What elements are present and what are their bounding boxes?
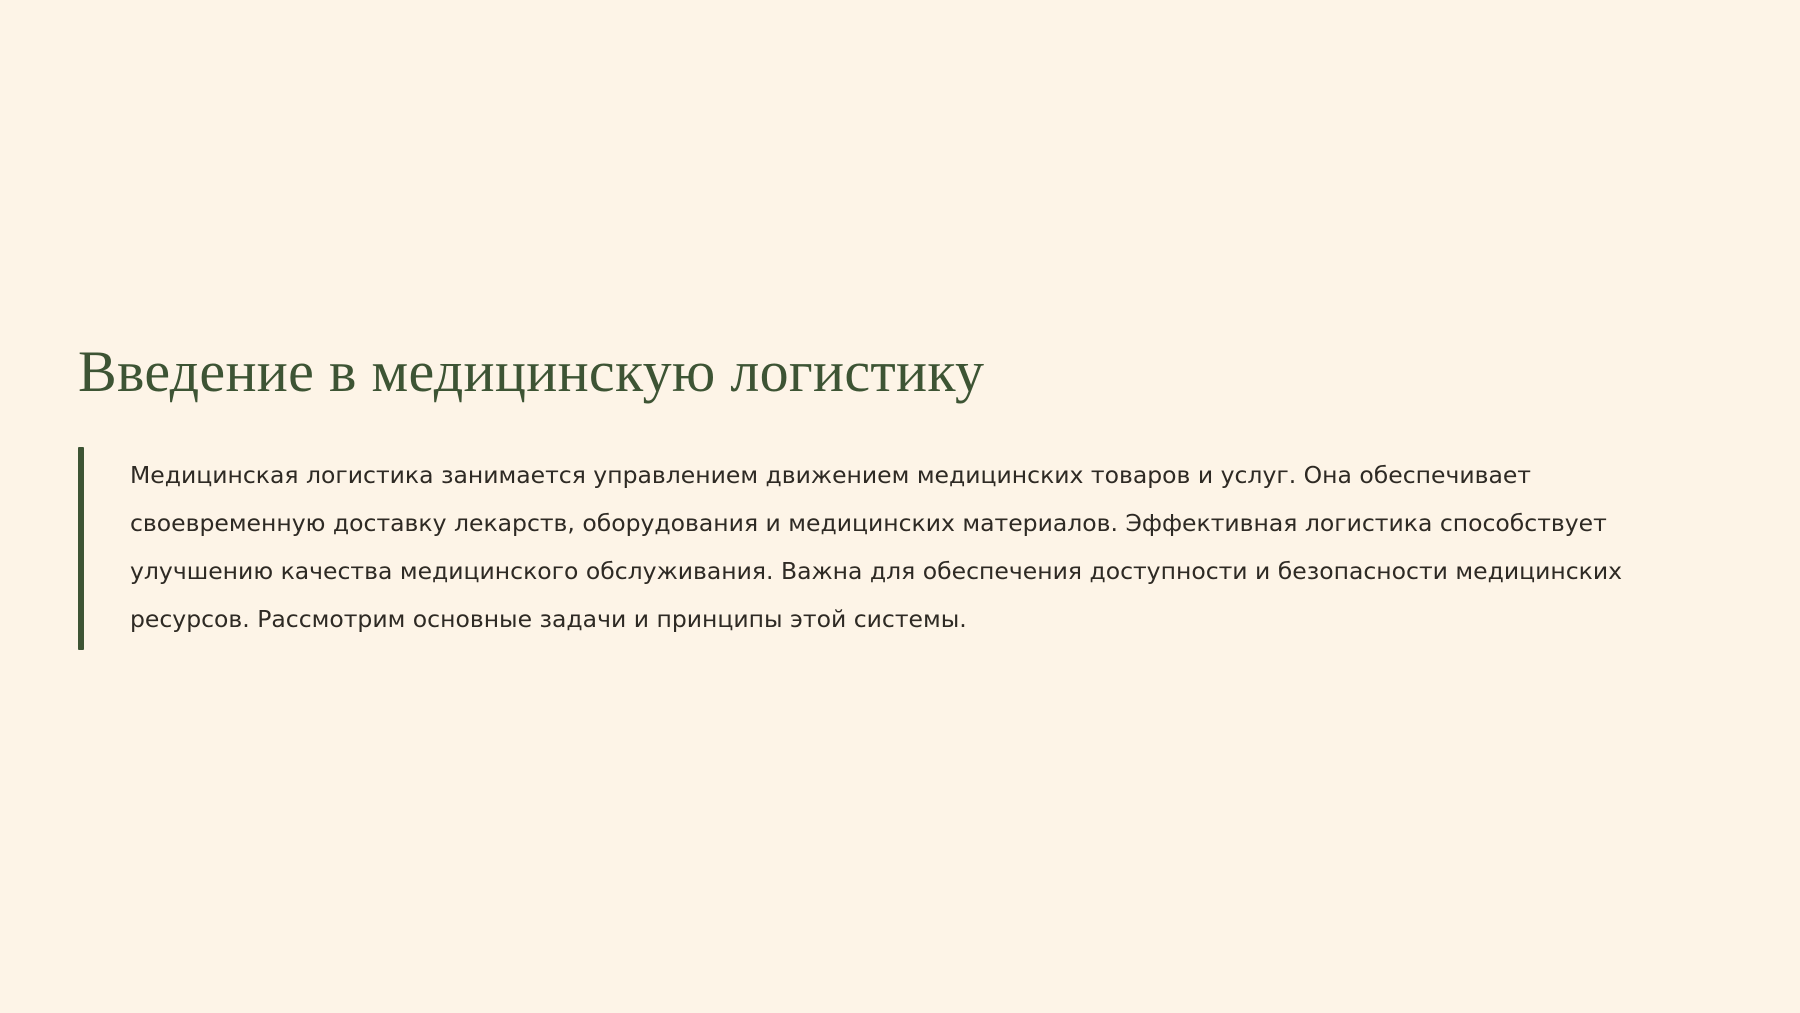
page-title: Введение в медицинскую логистику: [78, 339, 985, 404]
accent-bar: [78, 447, 84, 650]
body-block: [78, 447, 1718, 650]
body-paragraph: Медицинская логистика занимается управлением движением медицинских товаров и услуг. Она обеспечивает своевременную доставку лекарств, оборудования и медицинских материалов. Эффективная логистика способствует улучшению качества медицинского обслуживания. Важна для обеспечения доступности и безопасности медицинских ресурсов. Рассмотрим основные задачи и принципы этой системы.: [130, 460, 1623, 634]
slide-content: [78, 340, 1718, 650]
